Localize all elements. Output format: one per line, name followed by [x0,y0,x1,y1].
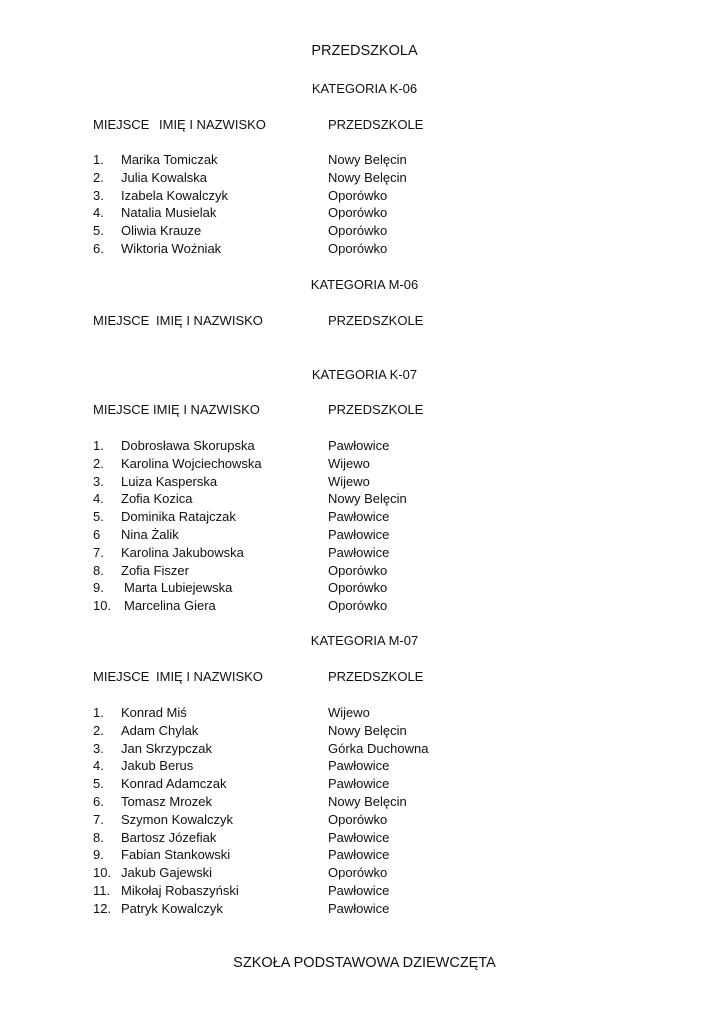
participant-name: Tomasz Mrozek [121,793,213,809]
place-number: 5. [93,776,104,792]
participant-name: Konrad Miś [121,705,187,720]
category-title-k06: KATEGORIA K-06 [311,81,418,96]
place-number: 10. [93,598,112,614]
document-title: PRZEDSZKOLA [311,43,418,59]
header-school: PRZEDSZKOLE [328,117,424,132]
school-name: Oporówko [328,240,388,256]
list-item [93,169,653,187]
participant-name: Bartosz Józefiak [121,829,217,845]
participant-name: Dominika Ratajczak [121,509,236,525]
place-number: 4. [93,758,104,774]
category-title-k07: KATEGORIA K-07 [311,367,418,382]
school-name: Pawłowice [328,829,390,845]
list-item [93,151,653,169]
header-place: MIEJSCE [93,402,150,417]
list-item [93,882,653,900]
header-school: PRZEDSZKOLE [328,402,424,417]
place-number: 2. [93,169,104,185]
participant-name: Karolina Wojciechowska [121,455,262,471]
place-number: 2. [93,722,104,738]
place-number: 6. [93,240,104,256]
list-item [93,240,653,258]
school-name: Oporówko [328,562,388,578]
list-item [93,526,653,544]
list-item [93,722,653,740]
place-number: 1. [93,152,104,167]
participant-name: Dobrosława Skorupska [121,438,255,453]
list-item [93,740,653,758]
list-item [93,562,653,580]
list-item [93,222,653,240]
header-place: MIEJSCE [93,117,150,132]
place-number: 3. [93,187,104,203]
column-header-m06 [93,313,653,331]
header-name: IMIĘ I NAZWISKO [159,117,266,132]
school-name: Oporówko [328,223,388,239]
place-number: 2. [93,455,104,471]
list-item [93,490,653,508]
header-school: PRZEDSZKOLE [328,669,424,684]
participant-name: Adam Chylak [121,722,199,738]
header-name: IMIĘ I NAZWISKO [153,402,260,417]
participant-name: Fabian Stankowski [121,847,231,863]
school-name: Pawłowice [328,544,390,560]
school-name: Wijewo [328,455,370,471]
participant-name: Nina Żalik [121,526,179,542]
participant-name: Karolina Jakubowska [121,544,244,560]
place-number: 11. [93,882,111,898]
participant-name: Patryk Kowalczyk [121,900,223,916]
results-list-k07 [93,437,653,615]
column-header-m07 [93,669,653,687]
participant-name: Szymon Kowalczyk [121,811,233,827]
header-school: PRZEDSZKOLE [328,313,424,328]
section-title-school: SZKOŁA PODSTAWOWA DZIEWCZĘTA [233,955,496,971]
participant-name: Jakub Berus [121,758,194,774]
place-number: 4. [93,205,104,221]
school-name: Pawłowice [328,438,390,453]
school-name: Oporówko [328,205,388,221]
list-item [93,455,653,473]
place-number: 6. [93,793,104,809]
list-item [93,597,653,615]
school-name: Wijewo [328,705,370,720]
place-number: 9. [93,580,104,596]
participant-name: Natalia Musielak [121,205,217,221]
participant-name: Zofia Fiszer [121,562,189,578]
place-number: 8. [93,562,104,578]
list-item [93,811,653,829]
school-name: Pawłowice [328,776,390,792]
school-name: Nowy Belęcin [328,152,407,167]
header-name: IMIĘ I NAZWISKO [156,313,263,328]
participant-name: Jan Skrzypczak [121,740,213,756]
place-number: 5. [93,509,104,525]
school-name: Górka Duchowna [328,740,429,756]
list-item [93,508,653,526]
place-number: 7. [93,811,104,827]
participant-name: Marika Tomiczak [121,152,218,167]
place-number: 8. [93,829,104,845]
column-header-k07 [93,402,653,420]
list-item [93,187,653,205]
school-name: Oporówko [328,187,388,203]
school-name: Nowy Belęcin [328,491,407,507]
participant-name: Oliwia Krauze [121,223,202,239]
header-name: IMIĘ I NAZWISKO [156,669,263,684]
participant-name: Marta Lubiejewska [124,580,233,596]
school-name: Pawłowice [328,847,390,863]
results-list-k06 [93,151,653,258]
place-number: 10. [93,865,112,881]
place-number: 12. [93,900,112,916]
list-item [93,437,653,455]
list-item [93,579,653,597]
school-name: Oporówko [328,598,388,614]
place-number: 1. [93,705,104,720]
category-title-m07: KATEGORIA M-07 [310,633,419,648]
place-number: 3. [93,740,104,756]
school-name: Wijewo [328,473,370,489]
school-name: Nowy Belęcin [328,169,407,185]
list-item [93,829,653,847]
list-item [93,793,653,811]
school-name: Pawłowice [328,526,390,542]
list-item [93,544,653,562]
place-number: 6 [93,526,101,542]
place-number: 1. [93,438,104,453]
list-item [93,757,653,775]
column-header-k06 [93,117,653,135]
list-item [93,704,653,722]
place-number: 5. [93,223,104,239]
school-name: Nowy Belęcin [328,722,407,738]
place-number: 3. [93,473,104,489]
list-item [93,775,653,793]
participant-name: Wiktoria Woźniak [121,240,222,256]
category-title-m06: KATEGORIA M-06 [310,277,419,292]
results-list-m07 [93,704,653,918]
participant-name: Konrad Adamczak [121,776,227,792]
participant-name: Mikołaj Robaszyński [121,882,239,898]
school-name: Oporówko [328,811,388,827]
school-name: Pawłowice [328,900,390,916]
participant-name: Luiza Kasperska [121,473,218,489]
school-name: Pawłowice [328,758,390,774]
header-place: MIEJSCE [93,313,150,328]
school-name: Oporówko [328,580,388,596]
participant-name: Izabela Kowalczyk [121,187,228,203]
participant-name: Jakub Gajewski [121,865,213,881]
school-name: Oporówko [328,865,388,881]
participant-name: Marcelina Giera [124,598,216,614]
school-name: Pawłowice [328,509,390,525]
school-name: Nowy Belęcin [328,793,407,809]
list-item [93,846,653,864]
participant-name: Zofia Kozica [121,491,193,507]
place-number: 4. [93,491,104,507]
place-number: 7. [93,544,104,560]
list-item [93,864,653,882]
participant-name: Julia Kowalska [121,169,207,185]
list-item [93,900,653,918]
list-item [93,473,653,491]
list-item [93,204,653,222]
school-name: Pawłowice [328,882,390,898]
place-number: 9. [93,847,104,863]
header-place: MIEJSCE [93,669,150,684]
